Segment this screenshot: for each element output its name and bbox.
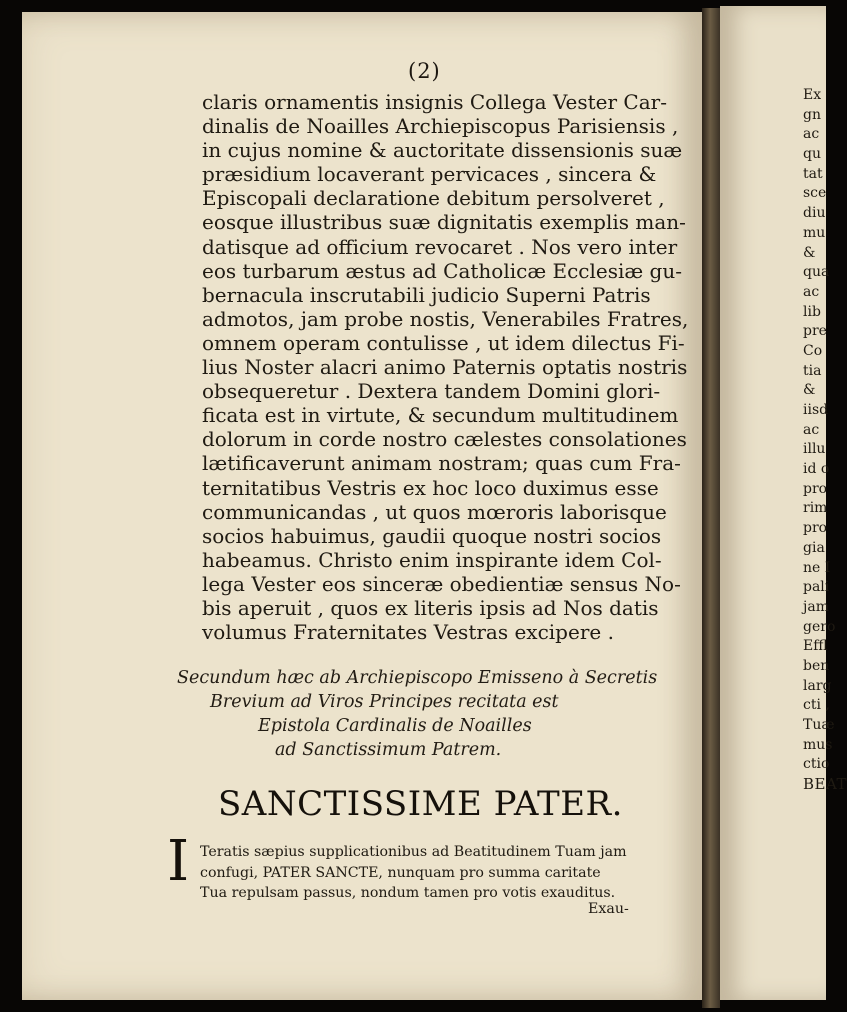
right-line: gia <box>803 539 825 556</box>
drop-cap: I <box>167 829 190 894</box>
right-line: ne I <box>803 559 831 576</box>
page-number: (2) <box>408 59 441 83</box>
catchword: Exau- <box>588 901 629 917</box>
right-line: larg <box>803 677 832 694</box>
right-page <box>720 6 847 1000</box>
right-line: qua <box>803 264 830 281</box>
right-line: Co <box>803 342 823 359</box>
right-line: mu <box>803 224 826 241</box>
text-line: eos turbarum æstus ad Catholicæ Ecclesiæ gu- <box>202 258 682 283</box>
right-line: Tuæ <box>803 717 835 733</box>
text-line: omnem operam contulisse , ut idem dilectus Fi- <box>202 330 685 355</box>
right-line: ben <box>803 657 830 674</box>
right-line: gn <box>803 106 821 123</box>
caption-line: Epistola Cardinalis de Noailles <box>258 716 532 736</box>
text-line: lius Noster alacri animo Paternis optatis nostris <box>202 355 688 380</box>
right-line: ac <box>803 421 820 438</box>
text-line: volumus Fraternitates Vestras excipere . <box>202 620 614 645</box>
right-line: Ex <box>803 87 822 103</box>
right-line: tia <box>803 362 822 379</box>
body-text <box>202 90 689 645</box>
text-line: lætificaverunt animam nostram; quas cum Fra- <box>202 451 681 476</box>
text-line: communicandas , ut quos mœroris laborisque <box>202 499 667 524</box>
text-line: ficata est in virtute, & secundum multitudinem <box>202 403 679 428</box>
text-line: habeamus. Christo enim inspirante idem Col- <box>202 547 662 572</box>
right-page-text <box>803 86 847 795</box>
text-line: bis aperuit , quos ex literis ipsis ad Nos datis <box>202 595 659 620</box>
letter-line: Tua repulsam passus, nondum tamen pro votis exauditus. <box>200 885 616 901</box>
right-line: rim <box>803 500 828 517</box>
book-gutter <box>702 8 720 1008</box>
right-line: pre <box>803 323 827 340</box>
right-line: sce <box>803 185 827 202</box>
caption-line: Brevium ad Viros Principes recitata est <box>210 692 559 712</box>
right-line: & <box>803 244 816 261</box>
right-line: mus <box>803 736 833 753</box>
text-line: socios habuimus, gaudii quoque nostri socios <box>202 523 662 548</box>
caption-line: Secundum hæc ab Archiepiscopo Emisseno à Secretis <box>177 668 658 688</box>
text-line: claris ornamentis insignis Collega Vester Car- <box>202 90 667 114</box>
right-line: jam <box>803 598 829 615</box>
right-line: illu <box>803 441 826 458</box>
right-line: cti , <box>803 697 830 714</box>
left-page <box>22 12 702 1000</box>
right-line: id o <box>803 461 830 478</box>
text-line: eosque illustribus suæ dignitatis exemplis man- <box>202 210 686 235</box>
text-line: Episcopali declaratione debitum persolveret , <box>202 186 665 211</box>
text-line: obsequeretur . Dextera tandem Domini glori- <box>202 379 661 404</box>
right-line: Effl <box>803 638 828 655</box>
right-line: ac <box>803 283 820 300</box>
text-line: in cujus nomine & auctoritate dissensionis suæ <box>202 138 683 163</box>
text-line: bernacula inscrutabili judicio Superni Patris <box>202 282 651 307</box>
text-line: præsidium locaverant pervicaces , sincera & <box>202 162 657 187</box>
text-line: lega Vester eos sinceræ obedientiæ sensus No- <box>202 571 681 596</box>
text-line: admotos, jam probe nostis, Venerabiles Fratres, <box>202 306 689 331</box>
right-line: & <box>803 382 816 399</box>
right-line: tat <box>803 165 823 182</box>
right-line: ac <box>803 126 820 143</box>
letter-text <box>200 842 658 904</box>
text-line: datisque ad officium revocaret . Nos vero inter <box>202 234 678 259</box>
right-line: pro <box>803 480 828 497</box>
right-line: gero <box>803 618 836 635</box>
right-line: ctio <box>803 756 830 773</box>
right-line: iisd <box>803 402 829 418</box>
right-line: pali <box>803 579 830 596</box>
text-line: ternitatibus Vestris ex hoc loco duximus esse <box>202 475 659 500</box>
right-line: qu <box>803 146 821 163</box>
text-line: dinalis de Noailles Archiepiscopus Parisiensis , <box>202 114 679 139</box>
caption-line: ad Sanctissimum Patrem. <box>275 740 502 760</box>
letter-line: Teratis sæpius supplicationibus ad Beatitudinem Tuam jam <box>200 844 627 860</box>
right-line: lib <box>803 303 821 320</box>
letter-line: confugi, PATER SANCTE, nunquam pro summa caritate <box>200 864 601 881</box>
right-line: diu <box>803 205 826 222</box>
right-line: pro <box>803 520 828 537</box>
letter-heading: SANCTISSIME PATER. <box>218 784 623 824</box>
text-line: dolorum in corde nostro cælestes consolationes <box>202 427 687 452</box>
right-line: BEAT <box>803 775 847 794</box>
